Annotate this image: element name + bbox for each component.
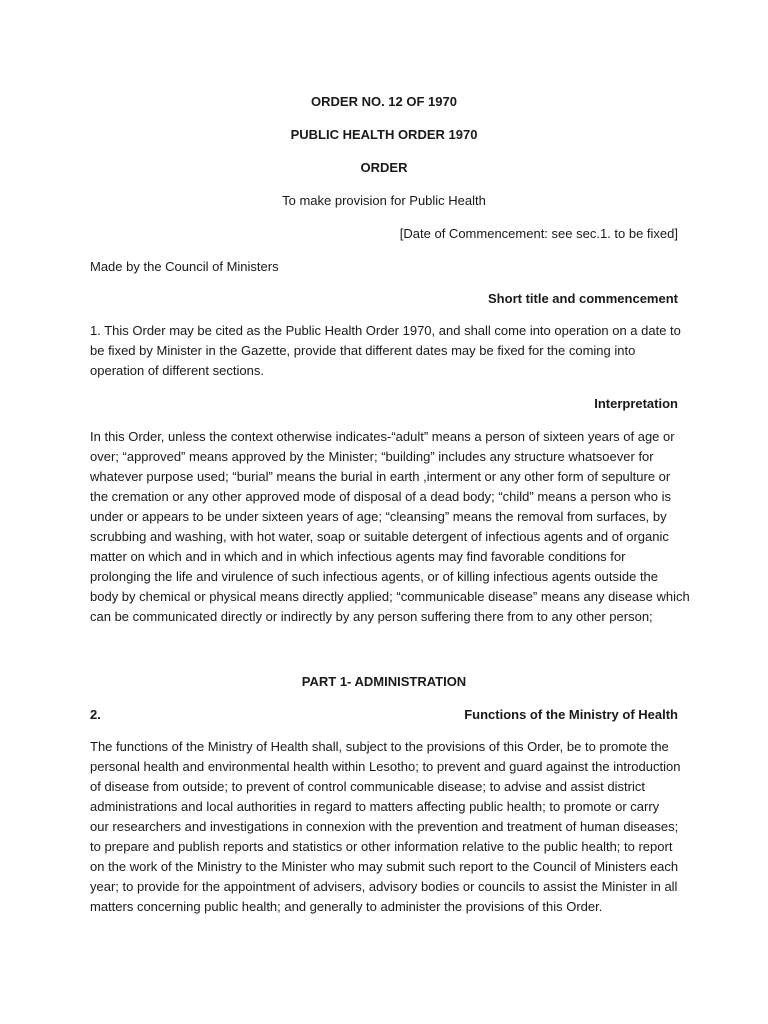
paragraph-line: over; “approved” means approved by the Minister; “building” includes any structure whatsoever for <box>90 449 654 464</box>
section2-heading: Functions of the Ministry of Health <box>464 707 678 722</box>
paragraph-line: year; to provide for the appointment of advisers, advisory bodies or councils to assist the Minister in all <box>90 879 678 894</box>
paragraph-line: be fixed by Minister in the Gazette, provide that different dates may be fixed for the coming into <box>90 343 636 358</box>
paragraph-line: The functions of the Ministry of Health shall, subject to the provisions of this Order, be to promote the <box>90 739 669 754</box>
paragraph-line: scrubbing and washing, with hot water, soap or suitable detergent of infectious agents and of organic <box>90 529 669 544</box>
paragraph-line: 1. This Order may be cited as the Public Health Order 1970, and shall come into operation on a date to <box>90 323 681 338</box>
paragraph-line: body by chemical or physical means directly applied; “communicable disease” means any disease which <box>90 589 690 604</box>
paragraph-line: In this Order, unless the context otherwise indicates-“adult” means a person of sixteen years of age or <box>90 429 675 444</box>
paragraph-line: administrations and local authorities in regard to matters affecting public health; to promote or carry <box>90 799 660 814</box>
paragraph-line: personal health and environmental health within Lesotho; to prevent and guard against the introduction <box>90 759 681 774</box>
paragraph-line: our researchers and investigations in connexion with the prevention and treatment of human diseases; <box>90 819 679 834</box>
commencement-note: [Date of Commencement: see sec.1. to be fixed] <box>399 226 678 241</box>
made-by-line: Made by the Council of Ministers <box>90 259 279 274</box>
section2-paragraph <box>90 737 681 917</box>
section1-heading: Short title and commencement <box>488 291 678 306</box>
order-label: ORDER <box>360 160 408 175</box>
paragraph-line: can be communicated directly or indirectly by any person suffering there from to any other person; <box>90 609 653 624</box>
paragraph-line: on the work of the Ministry to the Minister who may submit such report to the Council of Ministers each <box>90 859 679 874</box>
order-number: ORDER NO. 12 OF 1970 <box>311 94 457 109</box>
paragraph-line: operation of different sections. <box>90 363 264 378</box>
paragraph-line: whatever purpose used; “burial” means the burial in earth ,interment or any other form of sepulture or <box>90 469 671 484</box>
section1-paragraph <box>90 321 681 381</box>
paragraph-line: to prepare and publish reports and statistics or other information relative to the public health; to report <box>90 839 673 854</box>
paragraph-line: the cremation or any other approved mode of disposal of a dead body; “child” means a person who is <box>90 489 672 504</box>
paragraph-line: of disease from outside; to prevent of control communicable disease; to advise and assist district <box>90 779 645 794</box>
section2-number: 2. <box>90 707 101 722</box>
order-title: PUBLIC HEALTH ORDER 1970 <box>290 127 478 142</box>
paragraph-line: prolonging the life and virulence of such infectious agents, or of killing infectious agents outside the <box>90 569 659 584</box>
interpretation-heading: Interpretation <box>594 396 678 411</box>
order-purpose: To make provision for Public Health <box>282 193 486 208</box>
paragraph-line: matter on which and in which and in which infectious agents may find favorable conditions for <box>90 549 626 564</box>
paragraph-line: matters concerning public health; and generally to administer the provisions of this Order. <box>90 899 603 914</box>
interpretation-paragraph <box>90 427 690 627</box>
paragraph-line: under or appears to be under sixteen years of age; “cleansing” means the removal from surfaces, by <box>90 509 667 524</box>
part1-heading: PART 1- ADMINISTRATION <box>301 674 467 689</box>
